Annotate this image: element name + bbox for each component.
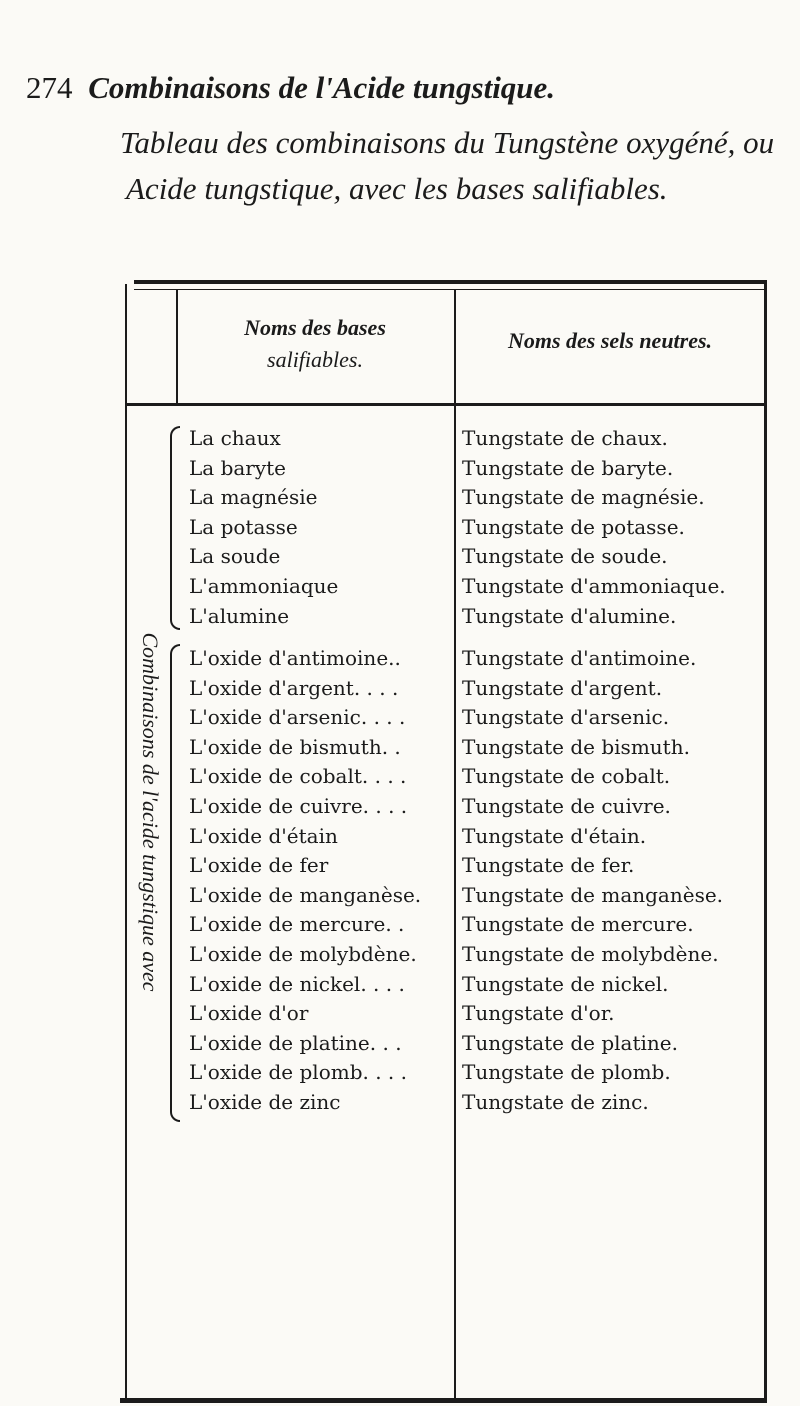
group-brace-oxides xyxy=(170,644,180,1122)
base-cell: L'oxide de bismuth. . xyxy=(189,734,401,759)
base-cell: L'oxide de molybdène. xyxy=(189,942,417,966)
salt-cell: Tungstate de platine. xyxy=(462,1030,678,1055)
base-cell: L'oxide de manganèse. xyxy=(189,882,422,907)
table-title: Tableau des combinaisons du Tungstène oxygéné, ou Acide tungstique, avec les bases salifiables. xyxy=(120,125,775,206)
bases-column-header xyxy=(180,312,450,376)
salt-cell: Tungstate d'ammoniaque. xyxy=(462,574,726,598)
salt-cell: Tungstate d'or. xyxy=(462,1001,615,1026)
base-cell: L'oxide de nickel. . . . xyxy=(189,971,405,996)
salt-cell: Tungstate de nickel. xyxy=(462,971,669,996)
base-cell: L'oxide d'arsenic. . . . xyxy=(189,705,406,730)
base-cell: La chaux xyxy=(189,426,281,450)
bases-header-line1: Noms des bases xyxy=(244,315,386,340)
base-cell: L'oxide de cobalt. . . . xyxy=(189,764,407,789)
base-cell: L'alumine xyxy=(189,603,290,628)
salt-cell: Tungstate d'antimoine. xyxy=(462,646,697,670)
base-cell: L'oxide d'étain xyxy=(189,823,338,848)
bases-header-line2: salifiables. xyxy=(267,347,363,372)
base-cell: L'oxide de zinc xyxy=(189,1090,341,1114)
salts-table xyxy=(120,280,767,1403)
salt-cell: Tungstate d'argent. xyxy=(462,675,663,700)
salt-cell: Tungstate d'alumine. xyxy=(462,603,677,628)
running-head xyxy=(26,70,746,106)
table-bottom-rule xyxy=(120,1398,767,1403)
side-column-rule xyxy=(176,290,178,405)
column-separator xyxy=(454,290,456,1398)
salt-cell: Tungstate de cobalt. xyxy=(462,764,671,789)
salt-cell: Tungstate d'étain. xyxy=(462,823,647,848)
base-cell: L'oxide de platine. . . xyxy=(189,1030,402,1055)
base-cell: La potasse xyxy=(189,514,298,539)
salt-cell: Tungstate de potasse. xyxy=(462,514,685,539)
salt-cell: Tungstate d'arsenic. xyxy=(462,705,670,730)
base-cell: La soude xyxy=(189,544,281,569)
side-label: Combinaisons de l'acide tungstique avec xyxy=(138,632,163,992)
salt-cell: Tungstate de bismuth. xyxy=(462,734,690,759)
base-cell: L'oxide de plomb. . . . xyxy=(189,1060,407,1085)
base-cell: L'oxide d'or xyxy=(189,1001,309,1026)
base-cell: L'oxide de mercure. . xyxy=(189,912,405,937)
salts-column-header: Noms des sels neutres. xyxy=(507,328,713,353)
base-cell: L'oxide de fer xyxy=(189,853,329,878)
table-right-rule xyxy=(764,284,767,1403)
group-brace-earths xyxy=(170,426,180,630)
salt-cell: Tungstate de molybdène. xyxy=(462,942,719,966)
page-number: 274 xyxy=(26,70,73,105)
salt-cell: Tungstate de chaux. xyxy=(462,426,668,450)
base-cell: L'oxide d'antimoine.. xyxy=(189,646,401,670)
salt-cell: Tungstate de plomb. xyxy=(462,1060,671,1085)
base-cell: L'oxide d'argent. . . . xyxy=(189,675,399,700)
base-cell: L'ammoniaque xyxy=(189,574,339,598)
running-head-title: Combinaisons de l'Acide tungstique. xyxy=(88,70,556,105)
salt-cell: Tungstate de magnésie. xyxy=(462,485,705,510)
salt-cell: Tungstate de baryte. xyxy=(462,455,674,480)
salt-cell: Tungstate de zinc. xyxy=(462,1090,649,1114)
salt-cell: Tungstate de mercure. xyxy=(462,912,694,937)
header-separator xyxy=(125,403,767,406)
table-top-rule-thin xyxy=(134,289,767,290)
base-cell: L'oxide de cuivre. . . . xyxy=(189,794,408,818)
salt-cell: Tungstate de soude. xyxy=(462,544,668,569)
table-top-rule xyxy=(134,280,767,284)
base-cell: La magnésie xyxy=(189,485,318,510)
salt-cell: Tungstate de fer. xyxy=(462,853,635,878)
salt-cell: Tungstate de manganèse. xyxy=(462,882,724,907)
table-left-rule xyxy=(125,284,127,1403)
base-cell: La baryte xyxy=(189,455,287,480)
salt-cell: Tungstate de cuivre. xyxy=(462,794,671,818)
